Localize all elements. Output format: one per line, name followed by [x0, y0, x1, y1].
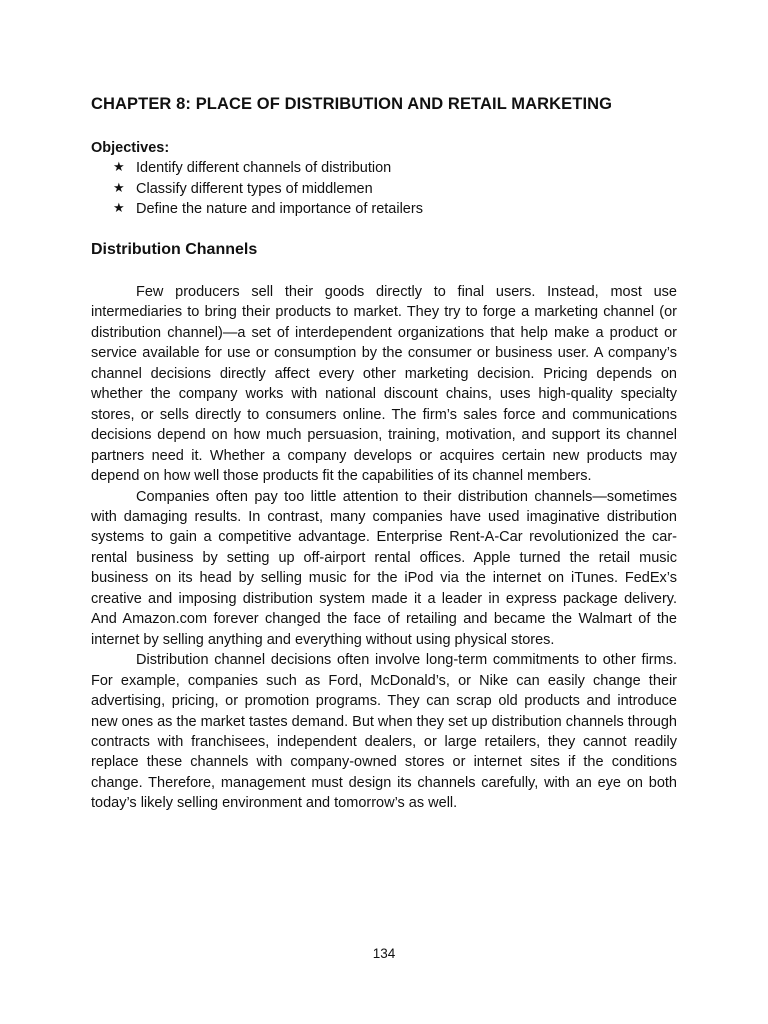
objective-text: Classify different types of middlemen: [136, 180, 373, 197]
body-text: [91, 282, 677, 814]
objective-text: Define the nature and importance of retailers: [136, 201, 423, 218]
list-item: [91, 158, 691, 179]
objectives-list: [91, 158, 691, 220]
paragraph: Companies often pay too little attention to their distribution channels—sometimes with damaging results. In contrast, many companies have used imaginative distribution systems to gain a competitive advantage. Enterprise Rent-A-Car revolutionized the car-rental business by setting up off-airport rental offices. Apple turned the retail music business on its head by selling music for the iPod via the internet on iTunes. FedEx’s creative and imposing distribution system made it a leader in express package delivery. And Amazon.com forever changed the face of retailing and became the Walmart of the internet by selling anything and everything without using physical stores.: [91, 488, 677, 648]
chapter-title: CHAPTER 8: PLACE OF DISTRIBUTION AND RETAIL MARKETING: [91, 95, 613, 113]
star-icon: ★: [113, 180, 125, 196]
objectives-block: [91, 138, 691, 220]
star-icon: ★: [113, 201, 125, 217]
page-number: 134: [372, 946, 396, 961]
objective-text: Identify different channels of distribution: [136, 160, 392, 176]
list-item: [91, 179, 691, 200]
star-icon: ★: [113, 160, 125, 175]
paragraph: Distribution channel decisions often involve long-term commitments to other firms. For example, companies such as Ford, McDonald’s, or Nike can easily change their advertising, pricing, or promotion programs. They can scrap old products and introduce new ones as the market tastes demand. But when they set up distribution channels through contracts with franchisees, independent dealers, or large retailers, they cannot readily replace these channels with company-owned stores or internet sites if the conditions change. Therefore, management must design its channels carefully, with an eye on both today’s likely selling environment and tomorrow’s as well.: [91, 652, 677, 812]
section-heading: Distribution Channels: [91, 241, 258, 258]
list-item: [91, 199, 691, 220]
objectives-heading: Objectives:: [91, 140, 170, 156]
paragraph: Few producers sell their goods directly to final users. Instead, most use intermediaries to bring their products to market. They try to forge a marketing channel (or distribution channel)—a set of interdependent organizations that help make a product or service available for use or consumption by the consumer or business user. A company’s channel decisions directly affect every other marketing decision. Pricing depends on whether the company works with national discount chains, uses high-quality specialty stores, or sells directly to consumers online. The firm’s sales force and communications decisions depend on how much persuasion, training, motivation, and support its channel partners need it. Whether a company develops or acquires certain new products may depend on how well those products fit the capabilities of its channel members.: [91, 284, 677, 485]
